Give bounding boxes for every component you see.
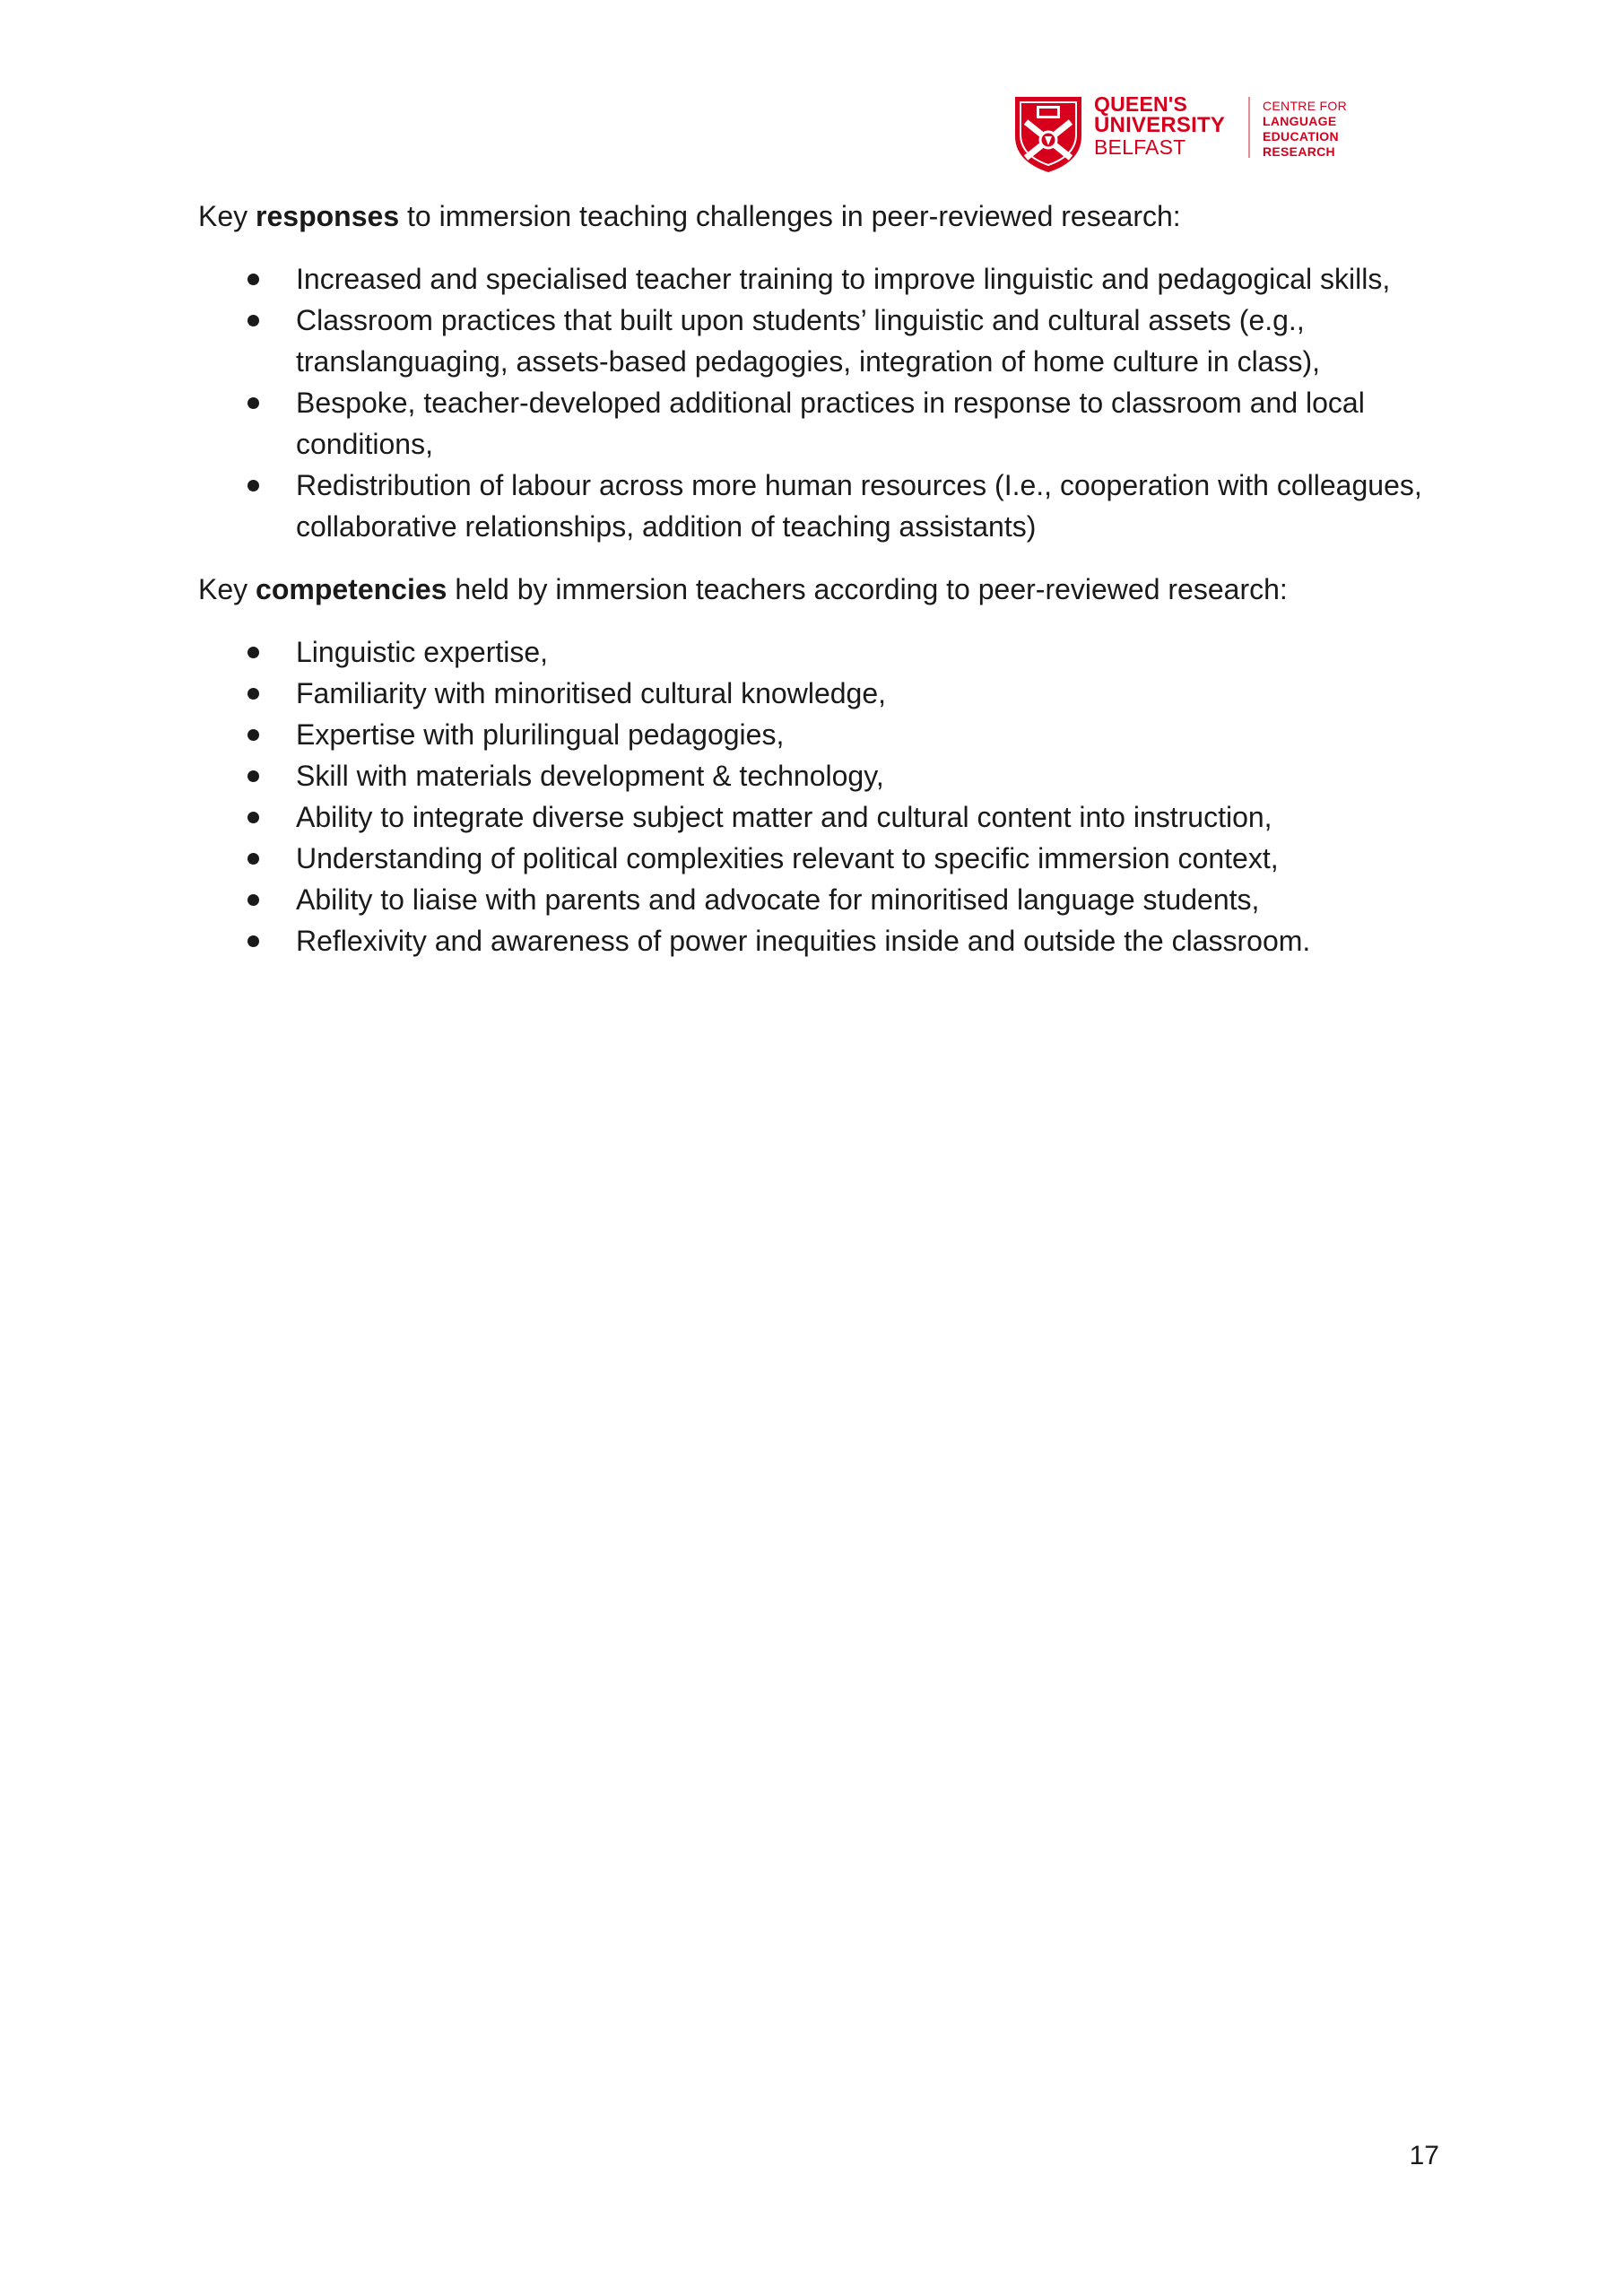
page-number: 17 <box>1409 2141 1439 2170</box>
bullet-icon <box>248 729 259 741</box>
bullet-icon <box>248 397 259 409</box>
list-item-text: Ability to liaise with parents and advocate for minoritised language students, <box>296 883 1260 916</box>
list-item <box>198 838 1444 879</box>
university-name-line-3: BELFAST <box>1094 135 1186 159</box>
document-body <box>198 196 1454 961</box>
responses-intro <box>198 196 1454 237</box>
responses-intro-suffix: to immersion teaching challenges in peer-reviewed research: <box>399 200 1181 232</box>
competencies-intro <box>198 569 1454 610</box>
bullet-icon <box>248 647 259 658</box>
list-item-text: Skill with materials development & technology, <box>296 760 884 792</box>
bullet-icon <box>248 894 259 906</box>
bullet-icon <box>248 315 259 326</box>
responses-list <box>198 258 1454 547</box>
centre-name-line-1: CENTRE FOR <box>1263 99 1347 113</box>
list-item-text: Reflexivity and awareness of power inequities inside and outside the classroom. <box>296 925 1311 957</box>
responses-keyword: responses <box>256 200 400 232</box>
bullet-icon <box>248 480 259 491</box>
list-item <box>198 714 1444 755</box>
centre-name-line-3: EDUCATION <box>1263 129 1339 144</box>
responses-intro-prefix: Key <box>198 200 256 232</box>
list-item <box>198 920 1444 961</box>
header-logo <box>1013 93 1372 176</box>
bullet-icon <box>248 853 259 865</box>
bullet-icon <box>248 688 259 700</box>
competencies-intro-suffix: held by immersion teachers according to peer-reviewed research: <box>447 573 1288 605</box>
list-item-text: Increased and specialised teacher training to improve linguistic and pedagogical skills, <box>296 263 1391 295</box>
list-item-text: Expertise with plurilingual pedagogies, <box>296 718 785 751</box>
list-item <box>198 879 1444 920</box>
competencies-list <box>198 631 1454 961</box>
list-item <box>198 300 1444 382</box>
list-item <box>198 755 1444 796</box>
bullet-icon <box>248 274 259 285</box>
centre-name-line-4: RESEARCH <box>1263 144 1335 159</box>
list-item <box>198 796 1444 838</box>
list-item-text: Ability to integrate diverse subject matter and cultural content into instruction, <box>296 801 1272 833</box>
university-name <box>1094 93 1238 158</box>
university-crest-icon <box>1013 95 1083 174</box>
list-item <box>198 631 1444 673</box>
logo-divider <box>1248 97 1250 158</box>
university-name-line-1: QUEEN'S <box>1094 92 1188 116</box>
list-item-text: Understanding of political complexities relevant to specific immersion context, <box>296 842 1279 874</box>
bullet-icon <box>248 935 259 947</box>
list-item-text: Familiarity with minoritised cultural knowledge, <box>296 677 887 709</box>
competencies-keyword: competencies <box>256 573 447 605</box>
list-item-text: Classroom practices that built upon students’ linguistic and cultural assets (e.g., translanguaging, assets-based pedagogies, integration of home culture in class), <box>296 304 1321 378</box>
list-item <box>198 673 1444 714</box>
bullet-icon <box>248 770 259 782</box>
list-item-text: Bespoke, teacher-developed additional practices in response to classroom and local conditions, <box>296 387 1365 460</box>
centre-name-line-2: LANGUAGE <box>1263 114 1337 128</box>
centre-name <box>1263 99 1347 160</box>
list-item-text: Redistribution of labour across more human resources (I.e., cooperation with colleagues, collaborative relationships, addition of teaching assistants) <box>296 469 1422 543</box>
list-item-text: Linguistic expertise, <box>296 636 549 668</box>
bullet-icon <box>248 812 259 823</box>
list-item <box>198 258 1444 300</box>
list-item <box>198 465 1444 547</box>
university-name-line-2: UNIVERSITY <box>1094 113 1226 137</box>
competencies-intro-prefix: Key <box>198 573 256 605</box>
list-item <box>198 382 1444 465</box>
